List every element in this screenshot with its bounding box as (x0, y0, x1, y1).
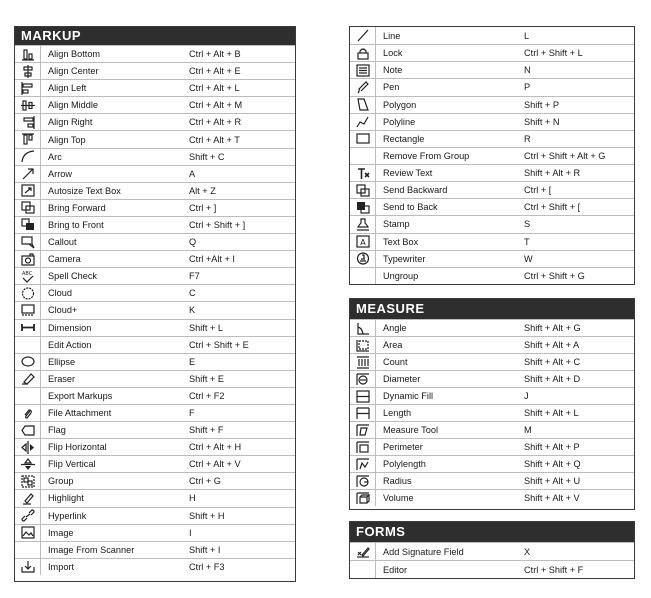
shortcut-label: Perimeter (383, 442, 423, 452)
forms-panel (349, 521, 635, 579)
shortcut-key: Ctrl + Alt + V (189, 459, 241, 470)
shortcut-key: Shift + P (524, 99, 559, 110)
rectangle-icon (350, 131, 376, 147)
forms-title: FORMS (350, 522, 634, 542)
shortcut-row (15, 370, 295, 387)
shortcut-label: Radius (383, 476, 412, 486)
shortcut-key: W (524, 253, 533, 264)
shortcut-key: J (524, 391, 529, 401)
align-right-icon (15, 114, 41, 130)
shortcut-key: Shift + Alt + G (524, 323, 581, 333)
shortcut-row (15, 182, 295, 199)
shortcut-row (15, 489, 295, 506)
shortcut-label: Highlight (48, 493, 84, 504)
shortcut-key: Shift + Alt + P (524, 442, 580, 452)
shortcut-label: Image From Scanner (48, 544, 135, 555)
measure-title: MEASURE (350, 299, 634, 319)
shortcut-row (350, 130, 634, 147)
markup-continued-panel (349, 26, 635, 285)
shortcut-key: Shift + Alt + D (524, 374, 581, 384)
svg-text:A: A (359, 238, 366, 248)
shortcut-key: Shift + E (189, 373, 224, 384)
shortcut-row (15, 438, 295, 455)
shortcut-row (350, 455, 634, 472)
shortcut-key: Ctrl + [ (524, 185, 552, 196)
shortcut-row (350, 336, 634, 353)
shortcut-row (15, 148, 295, 165)
shortcut-row (350, 215, 634, 232)
text-box-icon (350, 234, 376, 250)
shortcut-label: Autosize Text Box (48, 185, 121, 196)
shortcut-label: Polygon (383, 99, 417, 110)
shortcut-label: Cloud (48, 288, 73, 299)
markup-title: MARKUP (15, 27, 295, 45)
shortcut-label: Line (383, 30, 401, 41)
shortcut-key: F (189, 408, 195, 419)
shortcut-key: Shift + N (524, 116, 560, 127)
shortcut-label: Rectangle (383, 133, 425, 144)
shortcut-label: Lock (383, 48, 403, 59)
shortcut-label: Bring to Front (48, 219, 104, 230)
shortcut-key: L (524, 30, 530, 41)
blank-icon-cell (15, 337, 41, 353)
shortcut-row (350, 164, 634, 181)
blank-icon-cell (350, 268, 376, 284)
shortcut-row (15, 113, 295, 130)
shortcut-key: T (524, 236, 530, 247)
shortcut-key: E (189, 356, 196, 367)
shortcut-row (15, 267, 295, 284)
shortcut-row (15, 62, 295, 79)
shortcut-key: Ctrl + Shift + G (524, 270, 585, 281)
volume-icon (350, 490, 376, 506)
shortcut-key: Ctrl + Alt + E (189, 66, 241, 77)
shortcut-row (15, 404, 295, 421)
shortcut-label: Align Top (48, 134, 86, 145)
shortcut-key: Ctrl + G (189, 476, 221, 487)
note-icon (350, 62, 376, 78)
shortcut-label: Remove From Group (383, 150, 470, 161)
shortcut-key: Shift + H (189, 510, 225, 521)
shortcut-row (15, 233, 295, 250)
angle-icon (350, 320, 376, 336)
shortcut-row (350, 198, 634, 215)
shortcut-label: Align Middle (48, 100, 99, 111)
shortcut-key: Ctrl + F2 (189, 390, 225, 401)
shortcut-label: Edit Action (48, 339, 92, 350)
shortcut-row (350, 233, 634, 250)
camera-icon (15, 251, 41, 267)
shortcut-label: Send to Back (383, 202, 438, 213)
shortcut-row (15, 165, 295, 182)
bring-to-front-icon (15, 217, 41, 233)
markup-continued-shortcut-list (350, 27, 634, 284)
shortcut-label: Arrow (48, 168, 72, 179)
shortcut-row (15, 455, 295, 472)
shortcut-key: Ctrl + Shift + Alt + G (524, 150, 606, 161)
shortcut-label: Ungroup (383, 270, 419, 281)
length-icon (350, 405, 376, 421)
shortcut-row (15, 96, 295, 113)
bring-forward-icon (15, 200, 41, 216)
autosize-text-box-icon (15, 183, 41, 199)
shortcut-key: Shift + L (189, 322, 223, 333)
shortcut-row (15, 524, 295, 541)
svg-text:ABC: ABC (21, 270, 32, 277)
shortcut-label: Editor (383, 564, 408, 575)
shortcut-key: Ctrl + Shift + [ (524, 202, 581, 213)
shortcut-row (350, 472, 634, 489)
shortcut-label: Measure Tool (383, 425, 438, 435)
shortcut-label: Stamp (383, 219, 410, 230)
shortcut-row (15, 558, 295, 575)
shortcut-label: Pen (383, 82, 400, 93)
lock-icon (350, 45, 376, 61)
shortcut-key: Ctrl + Alt + H (189, 442, 242, 453)
blank-icon-cell (15, 542, 41, 558)
shortcut-row (15, 353, 295, 370)
shortcut-row (15, 199, 295, 216)
shortcut-label: Hyperlink (48, 510, 87, 521)
shortcut-key: Ctrl + Alt + B (189, 49, 241, 60)
shortcut-key: F7 (189, 271, 200, 282)
shortcut-key: I (189, 527, 192, 538)
shortcut-key: S (524, 219, 531, 230)
shortcut-row (350, 96, 634, 113)
review-text-icon (350, 165, 376, 181)
measure-shortcut-list (350, 319, 634, 506)
cloud-plus-icon (15, 302, 41, 318)
align-left-icon (15, 80, 41, 96)
flip-vertical-icon (15, 456, 41, 472)
shortcut-label: Bring Forward (48, 202, 106, 213)
arrow-icon (15, 166, 41, 182)
shortcut-row (350, 267, 634, 284)
shortcut-label: Spell Check (48, 271, 98, 282)
polyline-icon (350, 114, 376, 130)
shortcut-key: P (524, 82, 531, 93)
cloud-icon (15, 285, 41, 301)
shortcut-label: Length (383, 408, 412, 418)
shortcut-key: Shift + I (189, 544, 221, 555)
shortcut-key: Shift + C (189, 151, 225, 162)
shortcut-row (350, 113, 634, 130)
shortcut-label: Ellipse (48, 356, 76, 367)
shortcut-key: N (524, 65, 531, 76)
shortcut-label: Align Right (48, 117, 93, 128)
shortcut-label: Flip Vertical (48, 459, 96, 470)
shortcut-key: Q (189, 237, 197, 248)
align-middle-icon (15, 97, 41, 113)
shortcut-label: Align Left (48, 83, 87, 94)
shortcut-label: Align Center (48, 66, 99, 77)
shortcut-label: File Attachment (48, 408, 112, 419)
markup-panel (14, 26, 296, 582)
shortcut-label: Add Signature Field (383, 546, 464, 557)
shortcut-label: Area (383, 340, 403, 350)
shortcut-key: Ctrl + Shift + F (524, 564, 584, 575)
shortcut-key: Ctrl + Shift + E (189, 339, 249, 350)
dimension-icon (15, 320, 41, 336)
measure-tool-icon (350, 422, 376, 438)
spell-check-icon (15, 268, 41, 284)
shortcut-key: Ctrl + Shift + L (524, 48, 583, 59)
dynamic-fill-icon (350, 388, 376, 404)
shortcut-row (350, 78, 634, 95)
polygon-icon (350, 97, 376, 113)
send-backward-icon (350, 182, 376, 198)
shortcut-key: Shift + Alt + L (524, 408, 579, 418)
shortcut-label: Note (383, 65, 403, 76)
shortcut-row (15, 216, 295, 233)
align-top-icon (15, 131, 41, 147)
shortcut-row (15, 507, 295, 524)
shortcut-key: Shift + F (189, 425, 224, 436)
shortcut-key: Shift + Alt + U (524, 476, 581, 486)
shortcut-label: Flag (48, 425, 66, 436)
shortcut-row (350, 560, 634, 578)
shortcut-label: Count (383, 357, 408, 367)
shortcut-row (15, 284, 295, 301)
shortcut-label: Cloud+ (48, 305, 78, 316)
shortcut-row (350, 404, 634, 421)
perimeter-icon (350, 439, 376, 455)
shortcut-row (15, 45, 295, 62)
shortcut-label: Dimension (48, 322, 92, 333)
shortcut-row (15, 79, 295, 96)
shortcut-key: Ctrl +Alt + I (189, 254, 235, 265)
import-icon (15, 559, 41, 575)
shortcut-key: Alt + Z (189, 185, 216, 196)
shortcut-row (15, 336, 295, 353)
blank-icon-cell (15, 388, 41, 404)
shortcut-label: Volume (383, 493, 414, 503)
polylength-icon (350, 456, 376, 472)
file-attachment-icon (15, 405, 41, 421)
shortcut-row (350, 27, 634, 44)
shortcut-label: Group (48, 476, 74, 487)
shortcut-key: Ctrl + Shift + ] (189, 219, 246, 230)
shortcut-key: Shift + Alt + Q (524, 459, 581, 469)
ellipse-icon (15, 354, 41, 370)
shortcut-key: K (189, 305, 196, 316)
group-icon (15, 473, 41, 489)
shortcut-key: A (189, 168, 196, 179)
shortcut-row (350, 387, 634, 404)
shortcut-label: Typewriter (383, 253, 426, 264)
shortcut-label: Polylength (383, 459, 426, 469)
shortcut-row (350, 353, 634, 370)
typewriter-icon (350, 251, 376, 267)
shortcut-row (350, 319, 634, 336)
shortcut-key: C (189, 288, 196, 299)
shortcut-row (15, 130, 295, 147)
radius-icon (350, 473, 376, 489)
highlight-icon (15, 490, 41, 506)
hyperlink-icon (15, 508, 41, 524)
shortcut-row (350, 61, 634, 78)
line-icon (350, 27, 376, 44)
shortcut-key: Ctrl + ] (189, 202, 217, 213)
align-bottom-icon (15, 46, 41, 62)
shortcut-row (350, 147, 634, 164)
shortcut-row (15, 421, 295, 438)
eraser-icon (15, 371, 41, 387)
count-icon (350, 354, 376, 370)
pen-icon (350, 79, 376, 95)
shortcut-label: Diameter (383, 374, 421, 384)
image-icon (15, 525, 41, 541)
shortcut-row (15, 301, 295, 318)
diameter-icon (350, 371, 376, 387)
shortcut-label: Image (48, 527, 74, 538)
flag-icon (15, 422, 41, 438)
shortcut-row (350, 542, 634, 560)
shortcut-label: Polyline (383, 116, 416, 127)
shortcut-key: R (524, 133, 531, 144)
shortcut-label: Angle (383, 323, 407, 333)
send-to-back-icon (350, 199, 376, 215)
markup-shortcut-list (15, 45, 295, 575)
shortcut-key: Shift + Alt + V (524, 493, 580, 503)
shortcut-key: Ctrl + Alt + L (189, 83, 240, 94)
measure-panel (349, 298, 635, 510)
shortcut-row (15, 319, 295, 336)
shortcut-label: Camera (48, 254, 81, 265)
shortcut-label: Export Markups (48, 390, 113, 401)
shortcut-key: Ctrl + Alt + R (189, 117, 242, 128)
shortcut-row (350, 250, 634, 267)
shortcut-label: Text Box (383, 236, 419, 247)
shortcut-row (15, 387, 295, 404)
shortcut-key: M (524, 425, 532, 435)
area-icon (350, 337, 376, 353)
forms-shortcut-list (350, 542, 634, 578)
shortcut-row (350, 421, 634, 438)
shortcut-row (350, 44, 634, 61)
shortcut-label: Review Text (383, 168, 433, 179)
shortcut-label: Dynamic Fill (383, 391, 434, 401)
shortcut-key: Ctrl + Alt + T (189, 134, 240, 145)
arc-icon (15, 149, 41, 165)
blank-icon-cell (350, 148, 376, 164)
shortcut-row (15, 541, 295, 558)
shortcut-label: Eraser (48, 373, 76, 384)
shortcut-label: Arc (48, 151, 62, 162)
shortcut-key: Shift + Alt + A (524, 340, 580, 350)
shortcut-key: H (189, 493, 196, 504)
align-center-icon (15, 63, 41, 79)
shortcut-row (350, 370, 634, 387)
shortcut-row (15, 472, 295, 489)
shortcut-label: Flip Horizontal (48, 442, 107, 453)
add-signature-field-icon (350, 543, 376, 560)
shortcut-label: Callout (48, 237, 77, 248)
shortcut-label: Import (48, 561, 75, 572)
shortcut-row (350, 438, 634, 455)
shortcut-label: Send Backward (383, 185, 448, 196)
shortcut-key: Ctrl + F3 (189, 561, 225, 572)
blank-icon-cell (350, 561, 376, 578)
shortcut-key: Shift + Alt + C (524, 357, 581, 367)
shortcut-key: Ctrl + Alt + M (189, 100, 243, 111)
shortcut-label: Align Bottom (48, 49, 101, 60)
shortcut-row (15, 250, 295, 267)
flip-horizontal-icon (15, 439, 41, 455)
stamp-icon (350, 216, 376, 232)
shortcut-row (350, 181, 634, 198)
shortcut-key: X (524, 546, 531, 557)
callout-icon (15, 234, 41, 250)
shortcut-key: Shift + Alt + R (524, 168, 581, 179)
shortcut-row (350, 489, 634, 506)
